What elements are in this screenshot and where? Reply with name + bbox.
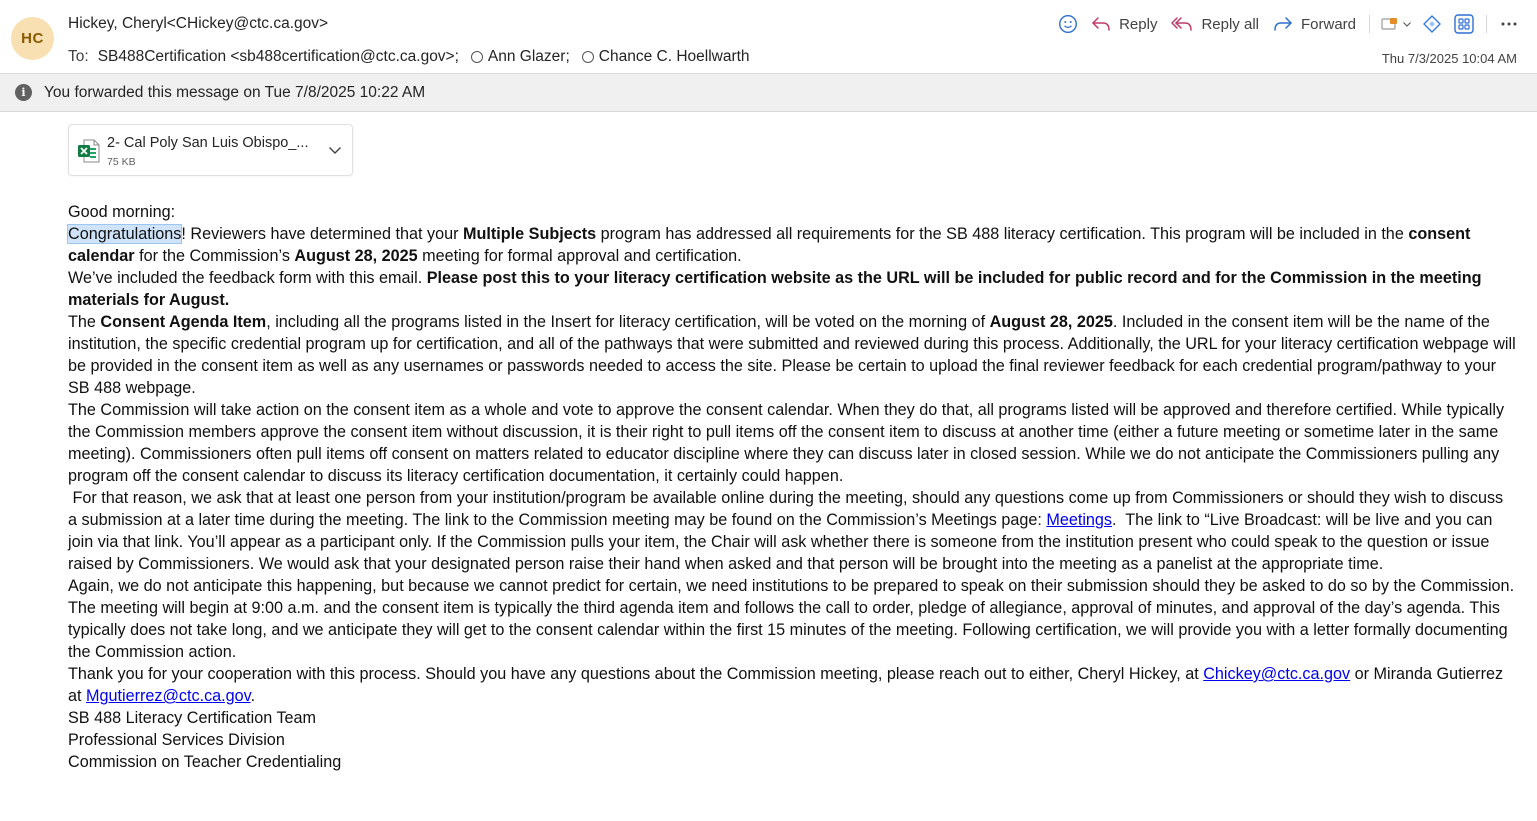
text: The (68, 313, 101, 331)
text: for the Commission’s (134, 247, 295, 265)
bold-text: Please post this to your literacy certification website as the URL will be included for public record and for the Commission in the meeting materials for August. (68, 269, 1482, 309)
signature-team: SB 488 Literacy Certification Team (68, 709, 317, 727)
paragraph-8 (68, 663, 1516, 707)
reply-all-button[interactable] (1164, 9, 1266, 39)
text: We’ve included the feedback form with this email. (68, 269, 427, 287)
message-date: Thu 7/3/2025 10:04 AM (1381, 51, 1517, 66)
reply-icon (1091, 15, 1111, 33)
recipients-line (68, 48, 756, 66)
recipient-label: Chance C. Hoellwarth (598, 48, 750, 65)
text: Thank you for your cooperation with this process. Should you have any questions about the Commission meeting, please reach out to either, Cheryl Hickey, at (68, 665, 1204, 683)
bold-text: August 28, 2025 (294, 247, 418, 265)
greeting: Good morning: (68, 203, 176, 221)
paragraph-7: The meeting will begin at 9:00 a.m. and the consent item is typically the third agenda item and follows the call to order, pledge of allegiance, approval of minutes, and approval of the day’s agenda. This typically does not take long, and we anticipate they will get to the consent calendar within the first 15 minutes of the meeting. Following certification, we will provide you with a letter formally documenting the Commission action. (68, 599, 1508, 661)
reply-button[interactable] (1084, 9, 1164, 39)
message-toolbar (1052, 9, 1525, 39)
text: program has addressed all requirements for the SB 488 literacy certification. This program will be included in the (596, 225, 1409, 243)
attachment-name: 2- Cal Poly San Luis Obispo_... (107, 135, 309, 151)
sender-name[interactable]: Hickey, Cheryl<CHickey@ctc.ca.gov> (68, 15, 329, 32)
chickey-email-link[interactable]: Chickey@ctc.ca.gov (1203, 665, 1351, 683)
text: , including all the programs listed in the Insert for literacy certification, will be voted on the morning of (266, 313, 990, 331)
text: . (250, 687, 256, 705)
to-label: To: (68, 48, 89, 65)
toolbar-divider (1486, 15, 1487, 33)
forwarded-info-text: You forwarded this message on Tue 7/8/2025 10:22 AM (44, 83, 426, 101)
reply-label: Reply (1119, 15, 1158, 33)
paragraph-5 (68, 487, 1516, 575)
forwarded-info-bar (0, 73, 1537, 112)
sender-avatar[interactable]: HC (11, 17, 54, 60)
selected-text: Congratulations (68, 225, 182, 243)
forward-button[interactable] (1266, 9, 1363, 39)
bold-text: Multiple Subjects (463, 225, 597, 243)
meetings-link[interactable]: Meetings (1046, 511, 1113, 529)
apps-dropdown-button[interactable] (1376, 9, 1416, 39)
info-icon: i (15, 84, 32, 101)
text: or Miranda Gutierrez at (68, 665, 1504, 705)
presence-icon (582, 51, 594, 63)
mgutierrez-email-link[interactable]: Mgutierrez@ctc.ca.gov (86, 687, 251, 705)
attachment-size: 75 KB (107, 156, 136, 168)
forward-label: Forward (1300, 15, 1356, 33)
text: . Included in the consent item will be the name of the institution, the specific credential program up for certification, and all of the pathways that were submitted and reviewed during this process. Additionally, the URL for your literacy certification webpage will be provided in the consent item as well as any usernames or passwords needed to access the site. Please be certain to upload the final reviewer feedback for each credential program/pathway to your SB 488 webpage. (68, 313, 1516, 397)
apps-grid-icon (1454, 14, 1474, 34)
reply-all-icon (1171, 15, 1193, 33)
chevron-down-icon[interactable] (327, 142, 343, 158)
reply-all-label: Reply all (1201, 15, 1259, 33)
paragraph-3 (68, 311, 1516, 399)
mail-app-icon (1381, 17, 1399, 31)
recipient-label: Ann Glazer; (487, 48, 570, 65)
more-horizontal-icon (1500, 21, 1518, 27)
presence-icon (471, 51, 483, 63)
signature-commission: Commission on Teacher Credentialing (68, 753, 342, 771)
more-actions-button[interactable] (1493, 9, 1525, 39)
signature-division: Professional Services Division (68, 731, 285, 749)
message-header (0, 0, 1537, 73)
paragraph-6: Again, we do not anticipate this happening, but because we cannot predict for certain, we need institutions to be prepared to speak on their submission should they be asked to do so by the Commission. (68, 577, 1515, 595)
bold-text: Consent Agenda Item (100, 313, 267, 331)
attachment-card[interactable] (68, 124, 353, 176)
emoji-reaction-button[interactable] (1052, 9, 1084, 39)
bold-text: August 28, 2025 (989, 313, 1113, 331)
diamond-icon (1422, 14, 1442, 34)
recipient-ann-glazer[interactable] (465, 48, 570, 66)
excel-file-icon (78, 139, 100, 163)
paragraph-2 (68, 267, 1516, 311)
message-body (68, 201, 1516, 773)
apps-button[interactable] (1448, 9, 1480, 39)
recipient-sb488[interactable]: SB488Certification <sb488certification@ctc.ca.gov>; (97, 48, 459, 65)
bold-text: consent calendar (68, 225, 1471, 265)
text: ! Reviewers have determined that your (181, 225, 464, 243)
text: For that reason, we ask that at least one person from your institution/program be available online during the meeting, should any questions come up from Commissioners or should they wish to discuss a submission at a later time during the meeting. The link to the Commission meeting may be found on the Commission’s Meetings page: (68, 489, 1508, 529)
smiley-icon (1058, 14, 1078, 34)
toolbar-divider (1369, 15, 1370, 33)
recipient-chance-hoellwarth[interactable] (576, 48, 750, 66)
text: . The link to “Live Broadcast: will be live and you can join via that link. You’ll appear as a participant only. If the Commission pulls your item, the Chair will ask whether there is someone from the institution present who could speak to the question or issue raised by Commissioners. We would ask that your designated person raise their hand when asked and that person will be brought into the meeting as a panelist at the appropriate time. (68, 511, 1497, 573)
copilot-button[interactable] (1416, 9, 1448, 39)
text: meeting for formal approval and certification. (417, 247, 742, 265)
forward-icon (1273, 15, 1293, 33)
paragraph-4: The Commission will take action on the consent item as a whole and vote to approve the consent calendar. When they do that, all programs listed will be approved and therefore certified. While typically the Commission members approve the consent item without discussion, it is their right to pull items off the consent item to discuss at another time (either a future meeting or sometime later in the same meeting). Commissioners often pull items off consent on matters related to educator discipline where they can discuss later in closed session. While we do not anticipate the Commissioners pulling any program off the consent calendar to discuss its literacy certification documentation, it certainly could happen. (68, 401, 1505, 485)
chevron-down-icon (1402, 20, 1412, 28)
paragraph-1 (68, 223, 1516, 267)
